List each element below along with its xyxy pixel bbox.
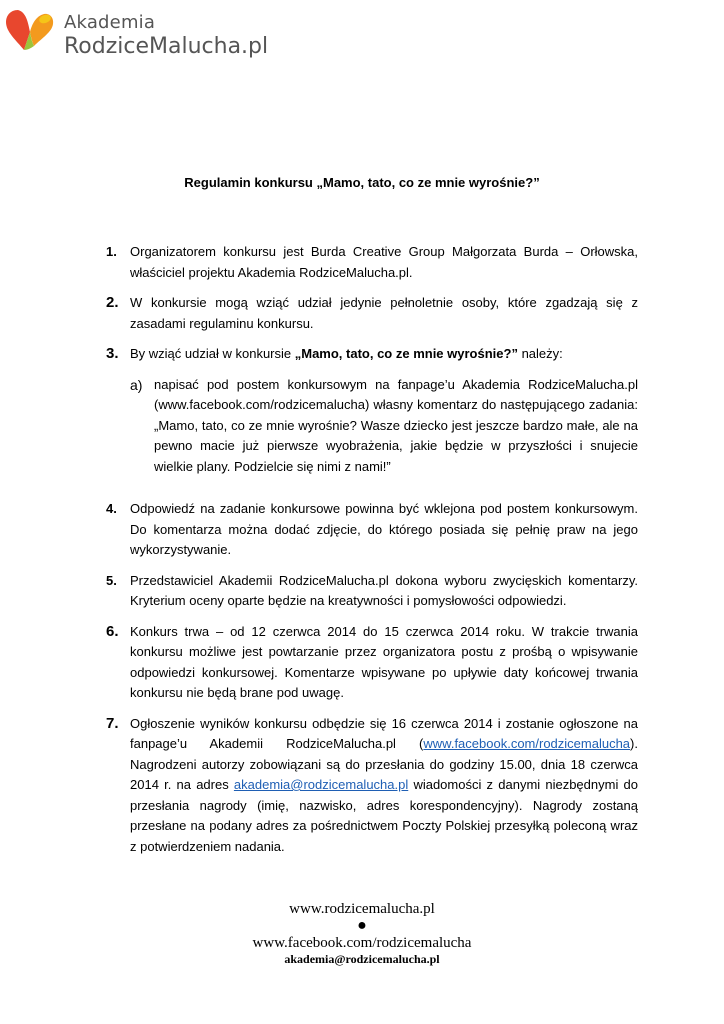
- logo-text-akademia: Akademia: [64, 12, 156, 33]
- rule-text-part1: Ogłoszenie wyników konkursu odbędzie się 16 czerwca 2014 i zostanie ogłoszone na fanpage’u Akademii RodziceMalucha.pl (: [130, 715, 638, 751]
- rule-text: Konkurs trwa – od 12 czerwca 2014 do 15 czerwca 2014 roku. W trakcie trwania konkursu możliwe jest powtarzanie przez organizatora postu z prośbą o wpisywanie odpowiedzi konkursowej. Komentarze wpisywane po upływie daty końcowej trwania konkursu nie będą brane pod uwagę.: [130, 623, 638, 700]
- rule-item-6: [106, 622, 638, 704]
- subitem-text: napisać pod postem konkursowym na fanpage’u Akademia RodziceMalucha.pl (www.facebook.com/rodzicemalucha) własny komentarz do następującego zadania: „Mamo, tato, co ze mnie wyrośnie? Wasze dziecko jest jeszcze bardzo małe, ale na pewno macie już pierwsze wyobrażenia, jakie będzie w przyszłości i snujecie wielkie plany. Podzielcie się nimi z nami!”: [154, 376, 638, 474]
- logo: [4, 4, 269, 64]
- rule-text-part2: ). Nagrodzeni autorzy zobowiązani są do przesłania do godziny 15.00, dnia 18 czerwca 2014 r. na adres: [130, 736, 638, 792]
- facebook-link[interactable]: www.facebook.com/rodzicemalucha: [423, 736, 631, 751]
- rule-text: Przedstawiciel Akademii RodziceMalucha.pl dokona wyboru zwycięskich komentarzy. Kryterium oceny oparte będzie na kreatywności i pomysłowości odpowiedzi.: [130, 572, 638, 608]
- rule-number: 4.: [106, 501, 117, 516]
- rule-number: 2.: [106, 294, 119, 311]
- rule-item-4: [106, 499, 638, 561]
- logo-heart-icon: [4, 4, 56, 56]
- rule-text: W konkursie mogą wziąć udział jedynie pełnoletnie osoby, które zgadzają się z zasadami regulaminu konkursu.: [130, 295, 638, 331]
- rule-item-5: [106, 571, 638, 612]
- rule-number: 3.: [106, 345, 119, 362]
- rule-text-post: należy:: [517, 346, 563, 361]
- rule-number: 1.: [106, 244, 117, 259]
- rule-item-3: [106, 344, 638, 365]
- rule-number: 6.: [106, 622, 119, 640]
- rules-list: [106, 242, 638, 867]
- rule-text-pre: By wziąć udział w konkursie: [130, 346, 295, 361]
- rule-subitem-a: [106, 375, 638, 478]
- email-link[interactable]: akademia@rodzicemalucha.pl: [233, 777, 409, 792]
- rule-item-2: [106, 293, 638, 334]
- rule-text-part3: wiadomości z danymi niezbędnymi do przesłania nagrody (imię, nazwisko, adres korespondencyjny). Nagrody zostaną przesłane na podany adres za pośrednictwem Poczty Polskiej przesyłką poleconą wraz z potwierdzeniem nadania.: [130, 777, 638, 854]
- logo-text-rodzicemalucha: RodziceMalucha.pl: [64, 34, 269, 59]
- rule-item-1: [106, 242, 638, 283]
- footer-facebook: www.facebook.com/rodzicemalucha: [252, 935, 472, 951]
- contest-name: „Mamo, tato, co ze mnie wyrośnie?”: [294, 346, 518, 361]
- rule-text: [130, 344, 638, 365]
- footer-email: akademia@rodzicemalucha.pl: [284, 952, 440, 966]
- subitem-letter: a): [130, 376, 143, 393]
- rule-text: Organizatorem konkursu jest Burda Creative Group Małgorzata Burda – Orłowska, właściciel projektu Akademia RodziceMalucha.pl.: [130, 244, 638, 280]
- rule-item-7: [106, 714, 638, 858]
- rule-number: 7.: [106, 714, 119, 732]
- document-title: Regulamin konkursu „Mamo, tato, co ze mnie wyrośnie?”: [184, 175, 540, 190]
- rule-number: 5.: [106, 572, 117, 588]
- rule-text: Odpowiedź na zadanie konkursowe powinna być wklejona pod postem konkursowym. Do komentarza można dodać zdjęcie, do którego posiada się pełnię praw na jego wykorzystywanie.: [130, 501, 638, 557]
- footer: [0, 900, 724, 967]
- footer-bullet-icon: ●: [357, 917, 367, 934]
- footer-website: www.rodzicemalucha.pl: [289, 901, 435, 917]
- rule-text: [130, 714, 638, 858]
